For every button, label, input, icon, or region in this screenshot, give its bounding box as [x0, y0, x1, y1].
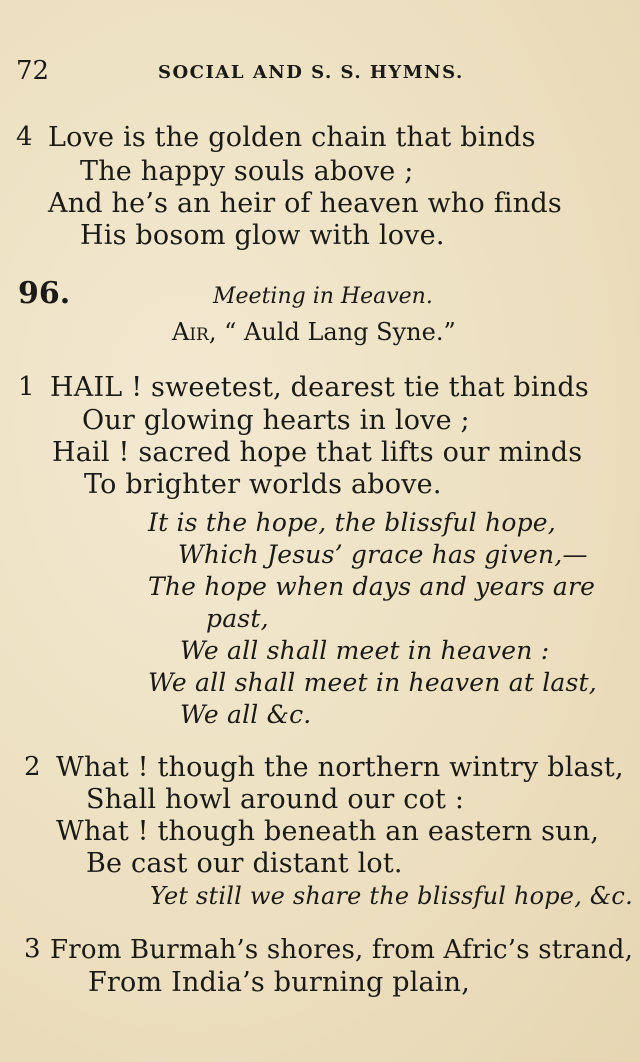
verse-line: From Burmah’s shores, from Afric’s strand,: [50, 935, 634, 965]
verse-number: 4: [16, 122, 33, 152]
verse-line: Our glowing hearts in love ;: [82, 405, 470, 436]
verse-line: Shall howl around our cot :: [86, 784, 465, 815]
verse-line: His bosom glow with love.: [80, 220, 445, 251]
page-number: 72: [16, 56, 50, 86]
hymn-number: 96.: [18, 276, 71, 311]
verse-line: The happy souls above ;: [80, 156, 414, 187]
hymn-title: Meeting in Heaven.: [213, 284, 433, 309]
verse-line: And he’s an heir of heaven who finds: [48, 188, 562, 219]
tune-prefix: Air: [172, 318, 209, 346]
chorus-line: It is the hope, the blissful hope,: [148, 508, 556, 537]
chorus-line: past,: [206, 604, 269, 633]
hymn-tune: [172, 318, 456, 346]
verse-number: 2: [24, 752, 41, 782]
chorus-line: We all shall meet in heaven :: [180, 636, 550, 665]
verse-line: Be cast our distant lot.: [86, 848, 403, 879]
verse-line: HAIL ! sweetest, dearest tie that binds: [50, 372, 589, 403]
verse-number: 3: [24, 934, 41, 964]
verse-line: From India’s burning plain,: [88, 967, 471, 998]
chorus-line: The hope when days and years are: [148, 572, 596, 601]
tune-name: , “ Auld Lang Syne.”: [208, 318, 456, 346]
running-title: SOCIAL AND S. S. HYMNS.: [158, 62, 464, 83]
verse-line: Hail ! sacred hope that lifts our minds: [52, 437, 583, 468]
verse-line: To brighter worlds above.: [84, 469, 442, 500]
verse-line: Love is the golden chain that binds: [48, 122, 536, 153]
chorus-line: Which Jesus’ grace has given,—: [178, 540, 588, 569]
verse-line: What ! though the northern wintry blast,: [56, 752, 624, 783]
verse-number: 1: [18, 372, 35, 402]
chorus-line: We all &c.: [180, 700, 312, 729]
chorus-line: Yet still we share the blissful hope, &c.: [150, 882, 633, 910]
verse-line: What ! though beneath an eastern sun,: [56, 816, 600, 847]
chorus-line: We all shall meet in heaven at last,: [148, 668, 597, 697]
